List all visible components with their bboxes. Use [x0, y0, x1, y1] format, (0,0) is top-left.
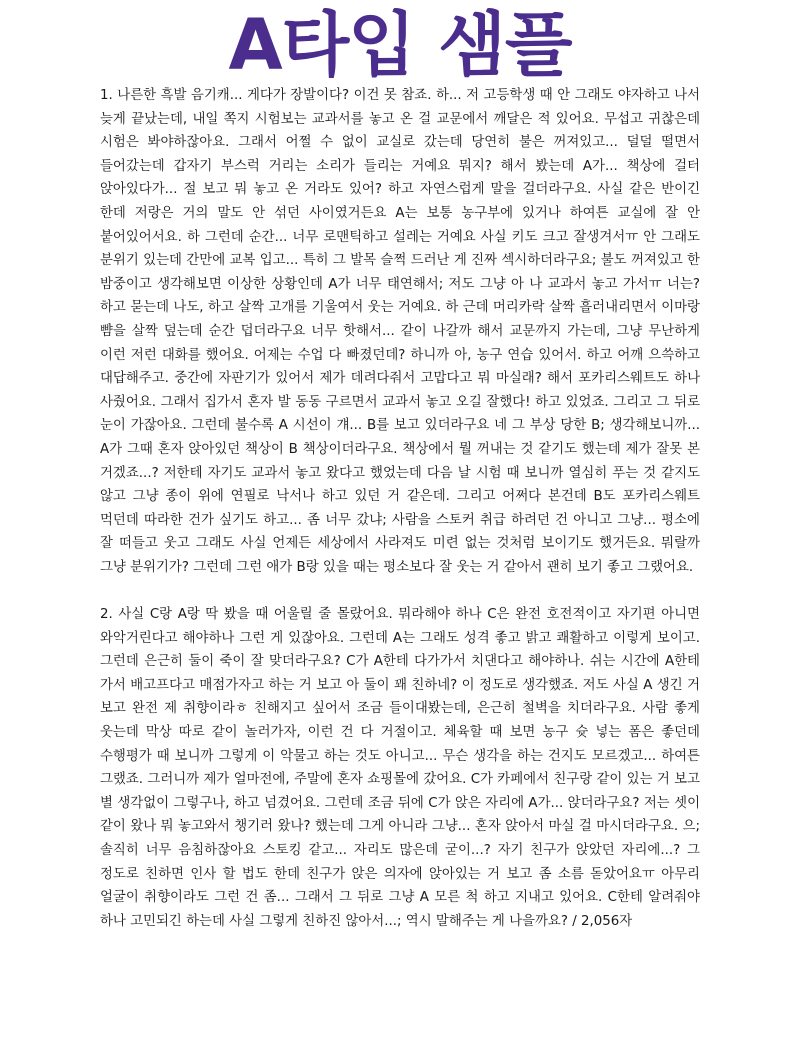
paragraph-spacer — [100, 579, 700, 603]
document-body — [100, 84, 700, 933]
page-title: A타입 샘플 — [228, 4, 572, 86]
paragraph-1: 1. 나른한 흑발 음기캐... 게다가 장발이다? 이건 못 참죠. 하... 저 고등학생 때 안 그래도 야자하고 나서 늦게 끝났는데, 내일 쪽지 시험보는 교과서를 놓고 온 걸 교문에서 깨달은 적 있어요. 무섭고 귀찮은데 시험은 봐야하잖아요. 그래서 어쩔 수 없이 교실로 갔는데 당연히 불은 꺼져있고... 덜덜 떨면서 들어갔는데 갑자기 부스럭 거리는 소리가 들리는 거예요 뭐지? 해서 봤는데 A가... 책상에 걸터 앉아있다가... 절 보고 뭐 놓고 온 거라도 있어? 하고 자연스럽게 말을 걸더라구요. 사실 같은 반이긴 한데 저랑은 거의 말도 안 섞던 사이였거든요 A는 보통 농구부에 있거나 하여튼 교실에 잘 안 붙어있어서요. 하 그런데 순간... 너무 로맨틱하고 설레는 거예요 사실 키도 크고 잘생겨서ㅠ 안 그래도 분위기 있는데 간만에 교복 입고... 특히 그 발목 슬쩍 드러난 게 진짜 섹시하더라구요; 불도 꺼져있고 한 밤중이고 생각해보면 이상한 상황인데 A가 너무 태연해서; 저도 그냥 아 나 교과서 놓고 가서ㅠ 너는? 하고 묻는데 나도, 하고 살짝 고개를 기울여서 웃는 거예요. 하 근데 머리카락 살짝 흘러내리면서 이마랑 뺨을 살짝 덮는데 순간 덥더라구요 너무 핫해서... 같이 나갈까 해서 교문까지 가는데, 그냥 무난하게 이런 저런 대화를 했어요. 어제는 수업 다 빠졌던데? 하니까 아, 농구 연습 있어서. 하고 어깨 으쓱하고 대답해주고. 중간에 자판기가 있어서 제가 데려다줘서 고맙다고 뭐 마실래? 해서 포카리스웨트도 하나 사줬어요. 그래서 집가서 혼자 발 동동 구르면서 교과서 놓고 오길 잘했다! 하고 있었죠. 그리고 그 뒤로 눈이 가잖아요. 그런데 불수록 A 시선이 걔... B를 보고 있더라구요 네 그 부상 당한 B; 생각해보니까... A가 그때 혼자 앉아있던 책상이 B 책상이더라구요. 책상에서 뭘 꺼내는 것 같기도 했는데 제가 잘못 본 거겠죠...? 저한테 자기도 교과서 놓고 왔다고 했었는데 다음 날 시험 때 보니까 열심히 푸는 것 같지도 않고 그냥 종이 위에 연필로 낙서나 하고 있던 거 같은데. 그리고 어쩌다 본건데 B도 포카리스웨트 먹던데 따라한 건가 싶기도 하고... 좀 너무 갔냐; 사람을 스토커 취급 하려던 건 아니고 그냥... 평소에 잘 떠들고 웃고 그래도 사실 언제든 세상에서 사라져도 미련 없는 것처럼 보이기도 했거든요. 뭐랄까 그냥 분위기가? 그런데 그런 애가 B랑 있을 때는 평소보다 잘 웃는 거 같아서 괜히 보기 좋고 그랬어요. — [100, 88, 700, 575]
paragraph-2: 2. 사실 C랑 A랑 딱 봤을 때 어울릴 줄 몰랐어요. 뭐라해야 하나 C은 완전 호전적이고 자기편 아니면 와악거린다고 해야하나 그런 게 있잖아요. 그런데 A는 그래도 성격 좋고 밝고 쾌활하고 이렇게 보이고. 그런데 은근히 둘이 죽이 잘 맞더라구요? C가 A한테 다가가서 치댄다고 해야하나. 쉬는 시간에 A한테 가서 배고프다고 매점가자고 하는 거 보고 아 둘이 꽤 친하네? 이 정도로 생각했죠. 저도 사실 A 생긴 거 보고 완전 제 취향이라ㅎ 친해지고 싶어서 조금 들이대봤는데, 은근히 철벽을 치더라구요. 사람 좋게 웃는데 막상 따로 같이 놀러가자, 이런 건 다 거절이고. 체육할 때 보면 농구 슛 넣는 폼은 좋던데 수행평가 때 보니까 그렇게 이 악물고 하는 것도 아니고... 무슨 생각을 하는 건지도 모르겠고... 하여튼 그랬죠. 그러니까 제가 얼마전에, 주말에 혼자 쇼핑몰에 갔어요. C가 카페에서 친구랑 같이 있는 거 보고 별 생각없이 그렇구나, 하고 넘겼어요. 그런데 조금 뒤에 C가 앉은 자리에 A가... 앉더라구요? 저는 셋이 같이 왔나 뭐 놓고와서 챙기러 왔나? 했는데 그게 아니라 그냥... 혼자 앉아서 마실 걸 마시더라구요. 으; 솔직히 너무 음침하잖아요 스토킹 같고... 자리도 많은데 굳이...? 자기 친구가 앉았던 자리에...? 그 정도로 친하면 인사 할 법도 한데 친구가 앉은 의자에 앉아있는 거 보고 좀 소름 돋았어요ㅠ 아무리 얼굴이 취향이라도 그런 건 좀... 그래서 그 뒤로 그냥 A 모른 척 하고 지내고 있어요. C한테 알려줘야 하나 고민되긴 하는데 사실 그렇게 친하진 않아서...; 역시 말해주는 게 나을까요? / 2,056자 — [100, 607, 700, 929]
